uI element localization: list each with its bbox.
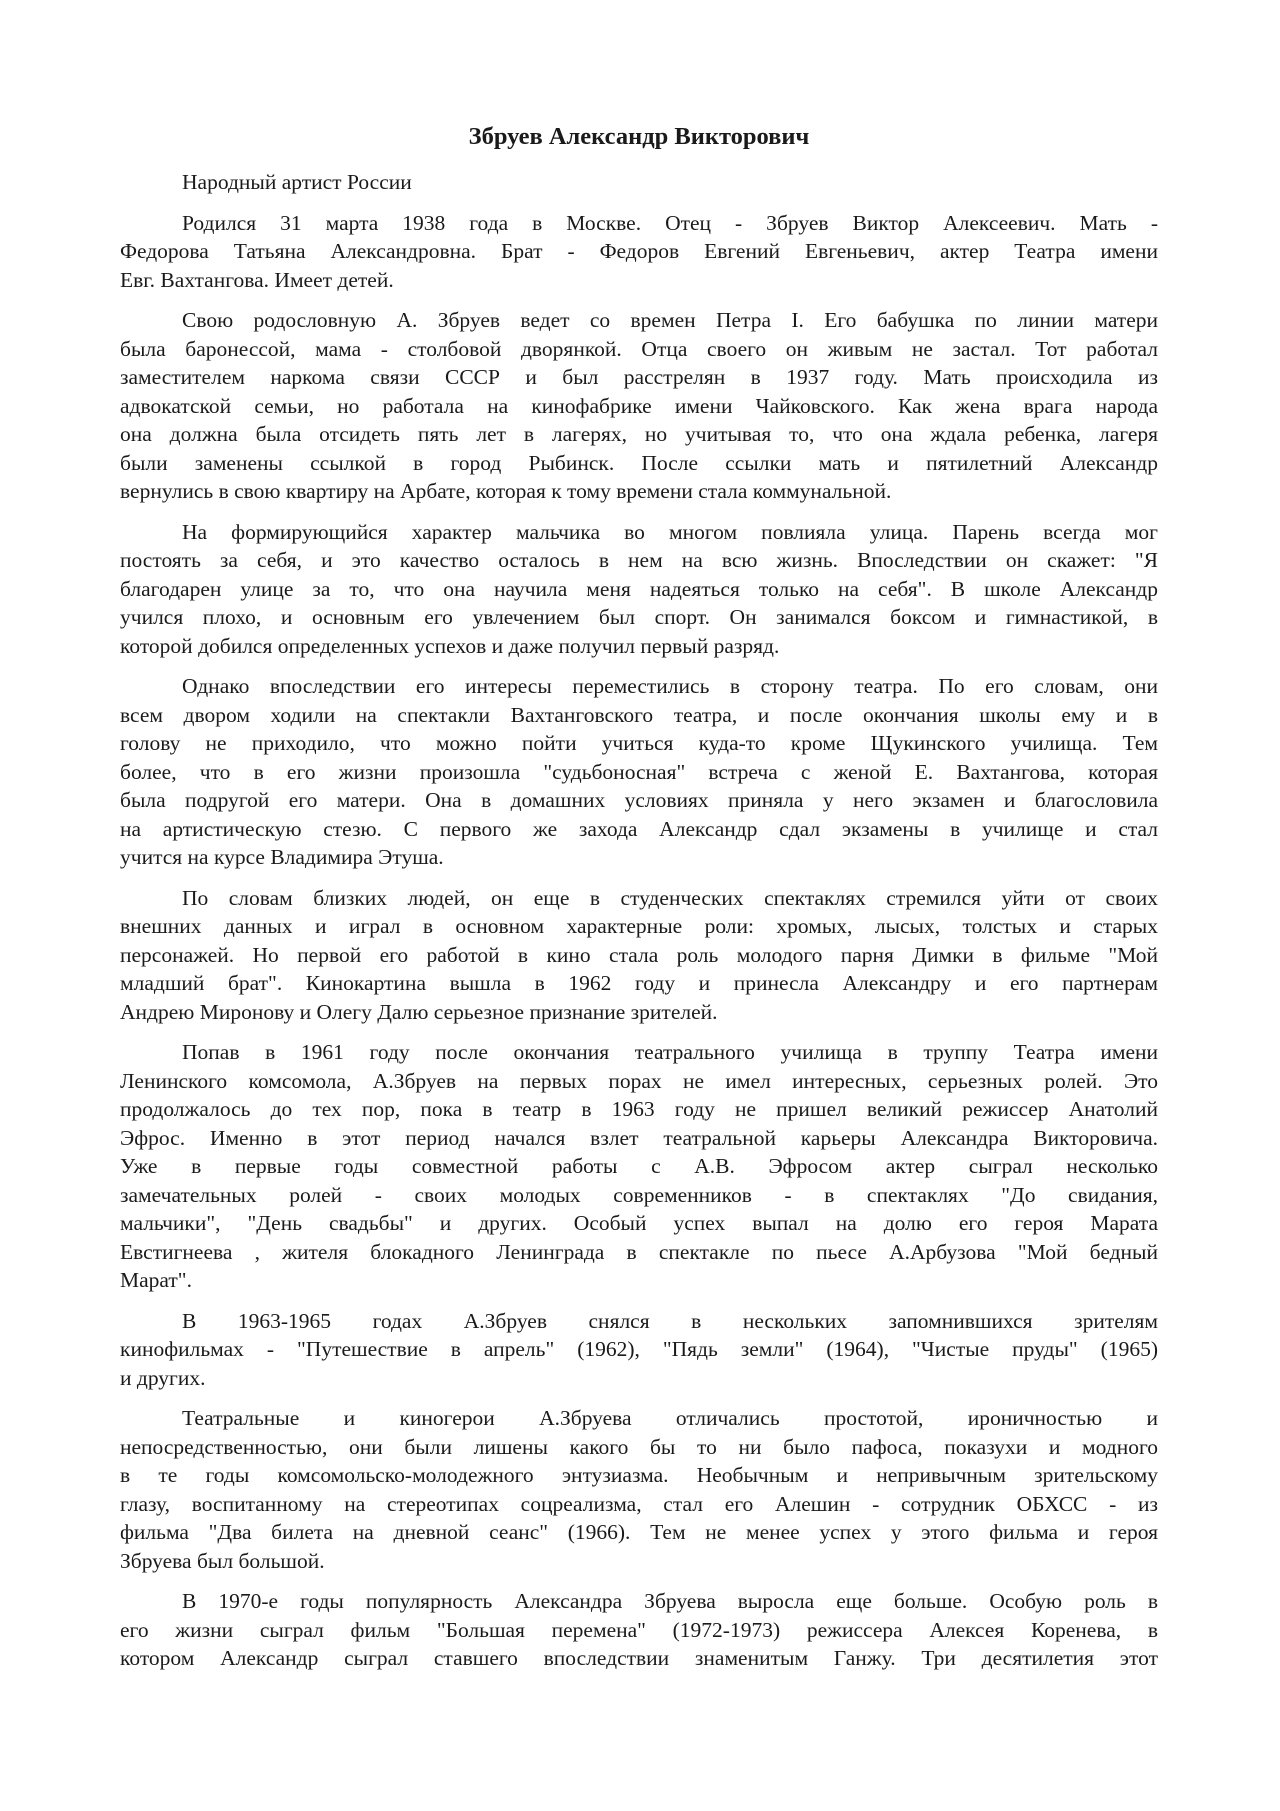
text-line: заместителем наркома связи СССР и был расстрелян в 1937 году. Мать происходила из [120, 365, 1158, 389]
text-line: фильма "Два билета на дневной сеанс" (1966). Тем не менее успех у этого фильма и героя [120, 1520, 1158, 1544]
text-line: Ленинского комсомола, А.Збруев на первых порах не имел интересных, серьезных ролей. Это [120, 1068, 1158, 1093]
text-line: кинофильмах - "Путешествие в апрель" (1962), "Пядь земли" (1964), "Чистые пруды" (1965) [120, 1337, 1158, 1361]
text-line: Попав в 1961 году после окончания театрального училища в труппу Театра имени [182, 1040, 1158, 1064]
paragraph-birth [120, 209, 1158, 295]
text-line: замечательных ролей - своих молодых современников - в спектаклях "До свидания, [120, 1182, 1158, 1207]
text-line: продолжалось до тех пор, пока в театр в 1963 году не пришел великий режиссер Анатолий [120, 1097, 1158, 1121]
text-line: адвокатской семьи, но работала на кинофабрике имени Чайковского. Как жена врага народа [120, 393, 1158, 418]
text-line: всем двором ходили на спектакли Вахтанговского театра, и после окончания школы ему и в [120, 702, 1158, 727]
text-line: непосредственностью, они были лишены какого бы то ни было пафоса, показухи и модного [120, 1434, 1158, 1459]
paragraph-heroes [120, 1404, 1158, 1575]
text-line: Народный артист России [182, 170, 412, 194]
text-line: Родился 31 марта 1938 года в Москве. Отец - Збруев Виктор Алексеевич. Мать - [182, 210, 1158, 235]
paragraph-lenkom [120, 1038, 1158, 1295]
text-line: мальчики", "День свадьбы" и других. Особый успех выпал на долю его героя Марата [120, 1211, 1158, 1235]
document-body [120, 168, 1158, 1685]
text-line: Збруева был большой. [120, 1548, 325, 1573]
text-line: глазу, воспитанному на стереотипах соцреализма, стал его Алешин - сотрудник ОБХСС - из [120, 1491, 1158, 1516]
text-line: В 1963-1965 годах А.Збруев снялся в нескольких запомнившихся зрителям [182, 1308, 1158, 1333]
text-line: Уже в первые годы совместной работы с А.В. Эфросом актер сыграл несколько [120, 1154, 1158, 1178]
text-line: Театральные и киногерои А.Збруева отличались простотой, ироничностью и [182, 1406, 1158, 1430]
text-line: Эфрос. Именно в этот период начался взлет театральной карьеры Александра Викторовича. [120, 1125, 1158, 1150]
text-line: и других. [120, 1365, 206, 1390]
text-line: Однако впоследствии его интересы переместились в сторону театра. По его словам, они [182, 674, 1158, 698]
text-line: учится на курсе Владимира Этуша. [120, 845, 444, 869]
text-line: По словам близких людей, он еще в студенческих спектаклях стремился уйти от своих [182, 885, 1158, 910]
text-line: его жизни сыграл фильм "Большая перемена" (1972-1973) режиссера Алексея Коренева, в [120, 1617, 1158, 1642]
text-line: которой добился определенных успехов и даже получил первый разряд. [120, 633, 780, 658]
paragraph-1970s [120, 1587, 1158, 1673]
text-line: была подругой его матери. Она в домашних условиях приняла у него экзамен и благословила [120, 788, 1158, 812]
text-line: котором Александр сыграл ставшего впоследствии знаменитым Ганжу. Три десятилетия этот [120, 1646, 1158, 1670]
text-line: персонажей. Но первой его работой в кино стала роль молодого парня Димки в фильме "Мой [120, 942, 1158, 967]
paragraph-films-1963-1965 [120, 1307, 1158, 1393]
text-line: В 1970-е годы популярность Александра Збруева выросла еще больше. Особую роль в [182, 1589, 1158, 1613]
text-line: учился плохо, и основным его увлечением был спорт. Он занимался боксом и гимнастикой, в [120, 605, 1158, 629]
text-line: Евстигнеева , жителя блокадного Ленинграда в спектакле по пьесе А.Арбузова "Мой бедный [120, 1239, 1158, 1264]
text-line: в те годы комсомольско-молодежного энтузиазма. Необычным и непривычным зрительскому [120, 1463, 1158, 1487]
paragraph-childhood [120, 518, 1158, 661]
text-line: была баронессой, мама - столбовой дворянкой. Отца своего он живым не застал. Тот работал [120, 336, 1158, 361]
paragraph-theatre-school [120, 672, 1158, 872]
text-line: вернулись в свою квартиру на Арбате, которая к тому времени стала коммунальной. [120, 479, 892, 503]
text-line: Марат". [120, 1268, 192, 1292]
text-line: Андрею Миронову и Олегу Далю серьезное признание зрителей. [120, 999, 718, 1024]
text-line: она должна была отсидеть пять лет в лагерях, но учитывая то, что она ждала ребенка, лагеря [120, 422, 1158, 446]
paragraph-ancestry [120, 306, 1158, 506]
paragraph-first-film [120, 884, 1158, 1027]
text-line: внешних данных и играл в основном характерные роли: хромых, лысых, толстых и старых [120, 914, 1158, 938]
text-line: были заменены ссылкой в город Рыбинск. После ссылки мать и пятилетний Александр [120, 450, 1158, 475]
document-title: Збруев Александр Викторович [468, 123, 810, 150]
text-line: голову не приходило, что можно пойти учиться куда-то кроме Щукинского училища. Тем [120, 731, 1158, 755]
text-line: На формирующийся характер мальчика во многом повлияла улица. Парень всегда мог [182, 519, 1158, 544]
text-line: Евг. Вахтангова. Имеет детей. [120, 267, 394, 292]
text-line: младший брат". Кинокартина вышла в 1962 году и принесла Александру и его партнерам [120, 971, 1158, 995]
text-line: на артистическую стезю. С первого же захода Александр сдал экзамены в училище и стал [120, 816, 1158, 841]
text-line: благодарен улице за то, что она научила меня надеяться только на себя". В школе Александр [120, 576, 1158, 601]
text-line: более, что в его жизни произошла "судьбоносная" встреча с женой Е. Вахтангова, которая [120, 759, 1158, 784]
paragraph-subtitle [120, 168, 1158, 197]
text-line: постоять за себя, и это качество осталось в нем на всю жизнь. Впоследствии он скажет: "Я [120, 548, 1158, 572]
text-line: Свою родословную А. Збруев ведет со времен Петра I. Его бабушка по линии матери [182, 308, 1158, 332]
text-line: Федорова Татьяна Александровна. Брат - Федоров Евгений Евгеньевич, актер Театра имени [120, 239, 1158, 263]
